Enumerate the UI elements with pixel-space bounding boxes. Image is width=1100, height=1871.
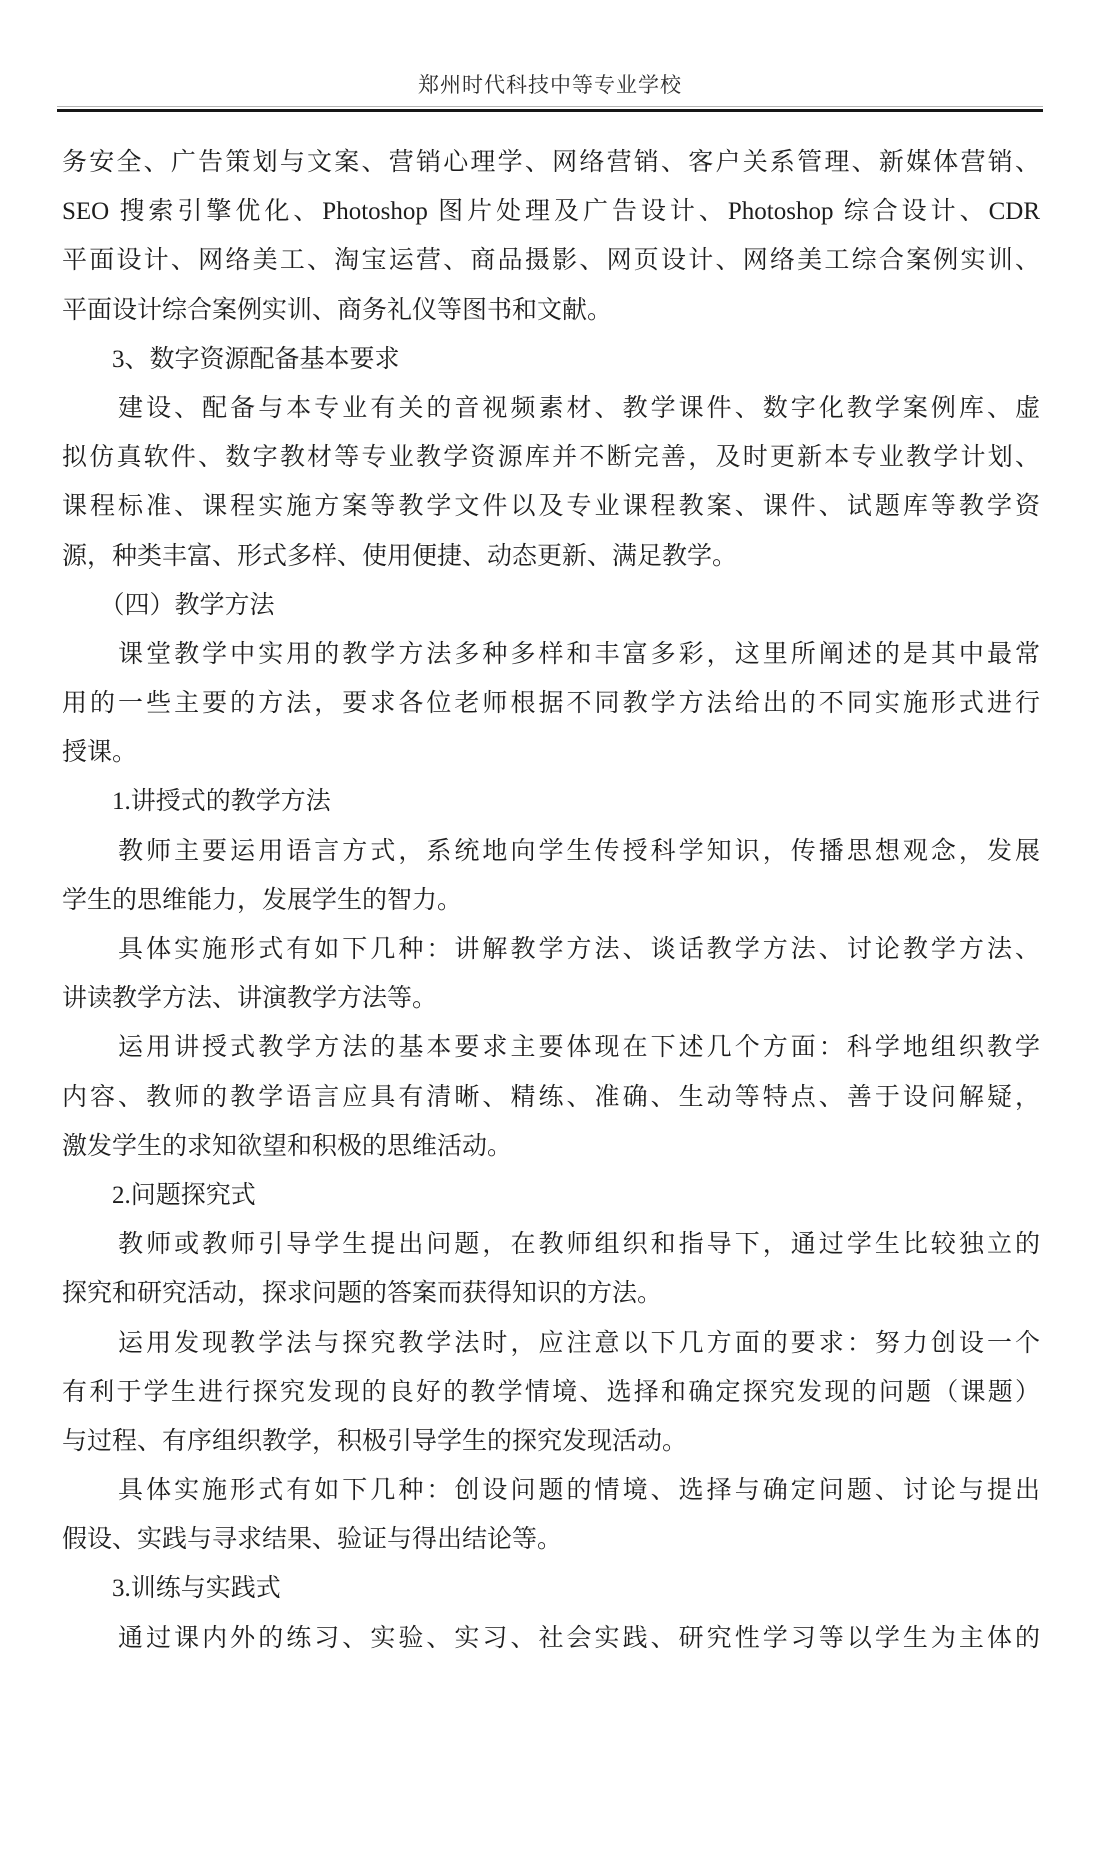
text-line: 讲读教学方法、讲演教学方法等。 xyxy=(62,985,438,1013)
text-line: 运用发现教学法与探究教学法时，应注意以下几方面的要求：努力创设一个 xyxy=(62,1329,1040,1357)
text-line: （四）教学方法 xyxy=(62,591,275,619)
page-header xyxy=(0,0,1100,100)
text-line: 拟仿真软件、数字教材等专业教学资源库并不断完善，及时更新本专业教学计划、 xyxy=(62,444,1040,472)
text-line: 课堂教学中实用的教学方法多种多样和丰富多彩，这里所阐述的是其中最常 xyxy=(62,640,1040,668)
text-line: 教师或教师引导学生提出问题，在教师组织和指导下，通过学生比较独立的 xyxy=(62,1231,1040,1259)
text-line: 2.问题探究式 xyxy=(62,1181,256,1209)
text-line: SEO 搜索引擎优化、Photoshop 图片处理及广告设计、Photoshop 综合设计、CDR xyxy=(62,198,1040,226)
text-line: 平面设计、网络美工、淘宝运营、商品摄影、网页设计、网络美工综合案例实训、 xyxy=(62,247,1040,275)
text-line: 课程标准、课程实施方案等教学文件以及专业课程教案、课件、试题库等教学资 xyxy=(62,493,1040,521)
text-line: 教师主要运用语言方式，系统地向学生传授科学知识，传播思想观念，发展 xyxy=(62,837,1040,865)
text-line: 务安全、广告策划与文案、营销心理学、网络营销、客户关系管理、新媒体营销、 xyxy=(62,149,1040,176)
text-line: 建设、配备与本专业有关的音视频素材、教学课件、数字化教学案例库、虚 xyxy=(62,394,1040,422)
text-line: 探究和研究活动，探求问题的答案而获得知识的方法。 xyxy=(62,1280,663,1308)
document-body xyxy=(62,138,1040,1663)
page-header-school-name: 郑州时代科技中等专业学校 xyxy=(418,73,682,97)
text-line: 1.讲授式的教学方法 xyxy=(62,788,331,816)
text-line: 内容、教师的教学语言应具有清晰、精练、准确、生动等特点、善于设问解疑， xyxy=(62,1083,1040,1111)
text-line: 学生的思维能力，发展学生的智力。 xyxy=(62,886,463,914)
text-line: 用的一些主要的方法，要求各位老师根据不同教学方法给出的不同实施形式进行 xyxy=(62,690,1040,718)
text-line: 平面设计综合案例实训、商务礼仪等图书和文献。 xyxy=(62,296,613,324)
text-line: 源，种类丰富、形式多样、使用便捷、动态更新、满足教学。 xyxy=(62,542,738,570)
text-line: 3、数字资源配备基本要求 xyxy=(62,345,400,373)
text-line: 授课。 xyxy=(62,739,138,767)
text-line: 通过课内外的练习、实验、实习、社会实践、研究性学习等以学生为主体的 xyxy=(62,1624,1040,1652)
text-line: 有利于学生进行探究发现的良好的教学情境、选择和确定探究发现的问题（课题） xyxy=(62,1378,1040,1406)
text-line: 运用讲授式教学方法的基本要求主要体现在下述几个方面：科学地组织教学 xyxy=(62,1034,1040,1062)
text-line: 具体实施形式有如下几种：创设问题的情境、选择与确定问题、讨论与提出 xyxy=(62,1477,1040,1505)
text-line: 激发学生的求知欲望和积极的思维活动。 xyxy=(62,1132,513,1160)
text-line: 具体实施形式有如下几种：讲解教学方法、谈话教学方法、讨论教学方法、 xyxy=(62,936,1040,963)
text-line: 3.训练与实践式 xyxy=(62,1575,281,1603)
text-line: 与过程、有序组织教学，积极引导学生的探究发现活动。 xyxy=(62,1427,688,1455)
header-rule xyxy=(57,106,1043,112)
text-line: 假设、实践与寻求结果、验证与得出结论等。 xyxy=(62,1526,563,1554)
